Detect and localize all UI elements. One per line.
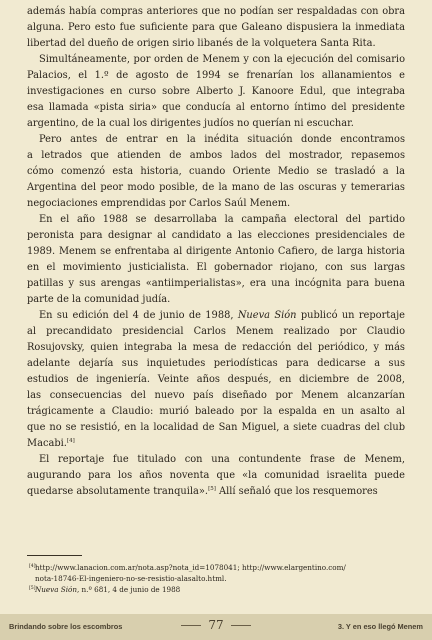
text-line: En el año 1988 se desarrollaba la campaña electoral del partido: [39, 214, 405, 225]
text-line: además había compras anteriores que no podían ser respaldadas con obra: [27, 6, 405, 17]
text-line: que no se resistió, en la localidad de San Miguel, a siete cuadras del club: [27, 422, 405, 433]
footnote-mark: [5]: [29, 586, 36, 591]
paragraph: [27, 4, 405, 52]
text-line: El reportaje fue titulado con una contundente frase de Menem,: [39, 454, 405, 465]
page-number-dash-right: [231, 625, 251, 626]
page-number: 77: [208, 618, 224, 632]
text-line: cómo comenzó esta historia, cuando Oriente Medio se trasladó a la: [27, 166, 405, 177]
text-line: Argentina del peor modo posible, de la mano de las oscuras y temerarias: [27, 182, 405, 193]
text-line: Pero antes de entrar en la inédita situación donde encontramos: [39, 134, 405, 145]
footnote-text: http://www.lanacion.com.ar/nota.asp?nota_id=1078041; http://www.elargentino.com/: [35, 563, 346, 572]
paragraph: [27, 212, 405, 308]
text-line: Macabi.[4]: [27, 438, 75, 449]
text-line: augurando para los años noventa que «la comunidad israelita puede: [27, 470, 405, 481]
paragraph: [27, 452, 405, 500]
footnote-mark: [4]: [29, 564, 36, 569]
footer-chapter-title: 3. Y en eso llegó Menem: [337, 622, 423, 631]
text-line: En su edición del 4 de junio de 1988, Nueva Sión publicó un reportaje: [39, 310, 406, 321]
paragraph: [27, 308, 405, 452]
text-line: alguna. Pero esto fue suficiente para que Galeano dispusiera la inmediata: [27, 22, 405, 33]
text-line: a letrados que atienden de ambos lados del mostrador, repasemos: [27, 150, 405, 161]
text-line: 1989. Menem se enfrentaba al dirigente Antonio Cafiero, de larga historia: [27, 246, 405, 257]
footnote-rule: [27, 555, 82, 556]
text-line: adelante dejaría sus inquietudes periodísticas para dedicarse a sus: [27, 358, 405, 369]
footnote-text: Nueva Sión, n.º 681, 4 de junio de 1988: [35, 585, 181, 594]
body-text: [27, 4, 405, 500]
text-line: al precandidato presidencial Carlos Menem realizado por Claudio: [27, 326, 405, 337]
text-line: trágicamente a Claudio: murió baleado por la espalda en un asalto al: [27, 406, 405, 417]
text-line: las consecuencias del nuevo país diseñado por Menem alcanzarían: [27, 390, 405, 401]
text-line: Rosujovsky, quien integraba la mesa de redacción del periódico, y más: [27, 342, 405, 353]
text-line: estudios de ingeniería. Veinte años después, en diciembre de 2008,: [27, 374, 405, 385]
text-line: Simultáneamente, por orden de Menem y con la ejecución del comisario: [39, 54, 405, 65]
italic-title: Nueva Sión: [237, 310, 297, 321]
footnote-reference[interactable]: [4]: [66, 438, 75, 444]
text-line: libertad del dueño de origen sirio libanés de la volquetera Santa Rita.: [27, 38, 376, 49]
text-line: investigaciones en curso sobre Alberto J. Kanoore Edul, que integraba: [27, 86, 405, 97]
text-line: patillas y sus arengas «antiimperialistas», era una incógnita para buena: [27, 278, 405, 289]
paragraph: [27, 52, 405, 132]
page-footer: [0, 614, 432, 640]
footnote-text: nota-18746-El-ingeniero-no-se-resistio-alasalto.html.: [35, 574, 227, 583]
text-line: Palacios, el 1.º de agosto de 1994 se frenarían los allanamientos e: [27, 70, 405, 81]
text-line: argentino, de la cual los dirigentes judíos no querían ni escuchar.: [27, 118, 354, 129]
text-line: quedarse absolutamente tranquila».[5] Allí señaló que los resquemores: [27, 486, 378, 497]
italic-title: Nueva Sión: [35, 585, 77, 594]
text-line: parte de la comunidad judía.: [27, 294, 171, 305]
text-line: peronista para designar al candidato a las elecciones presidenciales de: [27, 230, 405, 241]
footnote-reference[interactable]: [5]: [208, 486, 216, 492]
footer-book-title: Brindando sobre los escombros: [9, 622, 123, 631]
footnote: [27, 562, 405, 584]
footnote: [27, 584, 405, 595]
text-line: negociaciones emprendidas por Carlos Saúl Menem.: [27, 198, 291, 209]
text-line: esa llamada «pista siria» que conducía al entorno íntimo del presidente: [27, 102, 405, 113]
text-line: en el movimiento justicialista. El gobernador riojano, con sus largas: [27, 262, 405, 273]
paragraph: [27, 132, 405, 212]
page-number-dash-left: [181, 625, 201, 626]
footnotes: [27, 562, 405, 595]
